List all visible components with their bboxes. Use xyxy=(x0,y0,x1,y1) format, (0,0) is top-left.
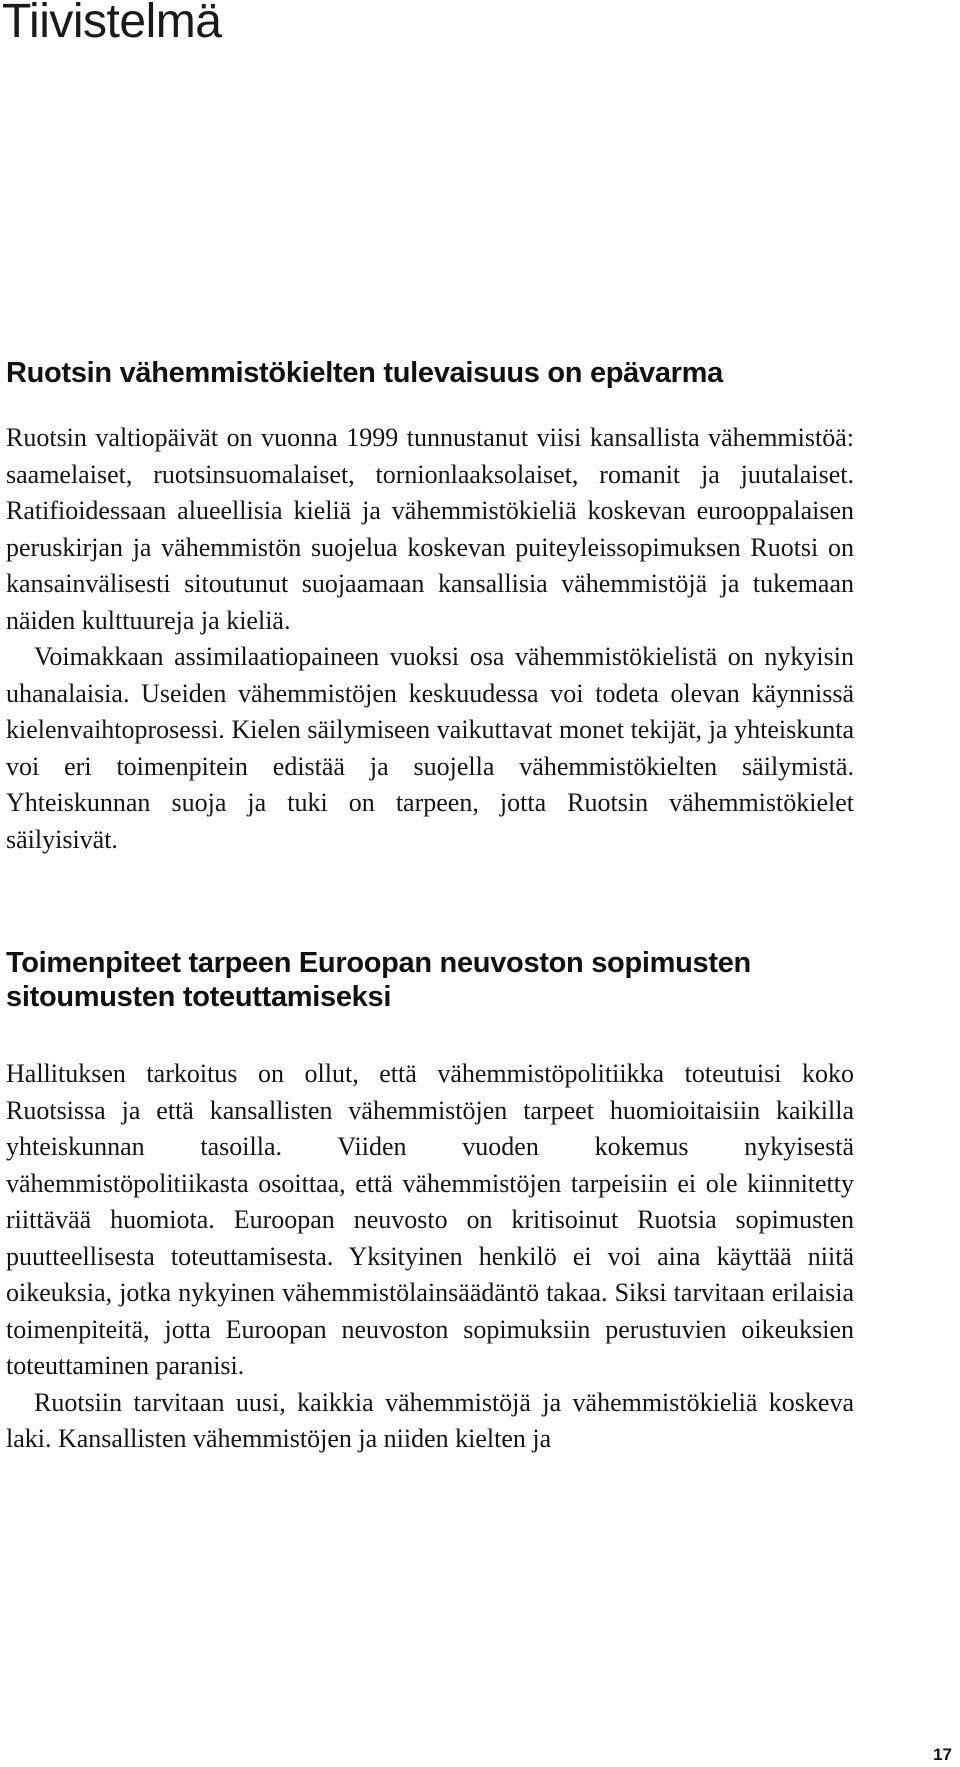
section-heading: Ruotsin vähemmistökielten tulevaisuus on epävarma xyxy=(6,357,723,389)
paragraph: Ruotsiin tarvitaan uusi, kaikkia vähemmistöjä ja vähemmistökieliä koskeva laki. Kansallisten vähemmistöjen ja niiden kielten ja xyxy=(6,1387,854,1453)
page-title: Tiivistelmä xyxy=(2,0,222,48)
section-minority-languages-future xyxy=(6,356,854,858)
paragraph: Hallituksen tarkoitus on ollut, että vähemmistöpolitiikka toteutuisi koko Ruotsissa ja että kansallisten vähemmistöjen tarpeet huomioitaisiin kaikilla yhteiskunnan tasoilla. Viiden vuoden kokemus nykyisestä vähemmistöpolitiikasta osoittaa, että vähemmistöjen tarpeisiin ei ole kiinnitetty riittävää huomiota. Euroopan neuvosto on kritisoinut Ruotsia sopimusten puutteellisesta toteuttamisesta. Yksityinen henkilö ei voi aina käyttää niitä oikeuksia, jotka nykyinen vähemmistölainsäädäntö takaa. Siksi tarvitaan erilaisia toimenpiteitä, jotta Euroopan neuvoston sopimuksiin perustuvien oikeuksien toteuttaminen paranisi. xyxy=(6,1059,854,1380)
section-heading: Toimenpiteet tarpeen Euroopan neuvoston sopimusten sitoumusten toteuttamiseksi xyxy=(6,947,751,1013)
page-number: 17 xyxy=(933,1745,952,1764)
paragraph: Voimakkaan assimilaatiopaineen vuoksi osa vähemmistökielistä on nykyisin uhanalaisia. Useiden vähemmistöjen keskuudessa voi todeta olevan käynnissä kielenvaihtoprosessi. Kielen säilymiseen vaikuttavat monet tekijät, ja yhteiskunta voi eri toimenpitein edistää ja suojella vähemmistökielten säilymistä. Yhteiskunnan suoja ja tuki on tarpeen, jotta Ruotsin vähemmistökielet säilyisivät. xyxy=(6,642,854,854)
section-council-of-europe-measures xyxy=(6,946,854,1458)
paragraph: Ruotsin valtiopäivät on vuonna 1999 tunnustanut viisi kansallista vähemmistöä: saamelaiset, ruotsinsuomalaiset, tornionlaaksolaiset, romanit ja juutalaiset. Ratifioidessaan alueellisia kieliä ja vähemmistökieliä koskevan eurooppalaisen peruskirjan ja vähemmistön suojelua koskevan puiteyleissopimuksen Ruotsi on kansainvälisesti sitoutunut suojaamaan kansallisia vähemmistöjä ja tukemaan näiden kulttuureja ja kieliä. xyxy=(6,423,854,635)
